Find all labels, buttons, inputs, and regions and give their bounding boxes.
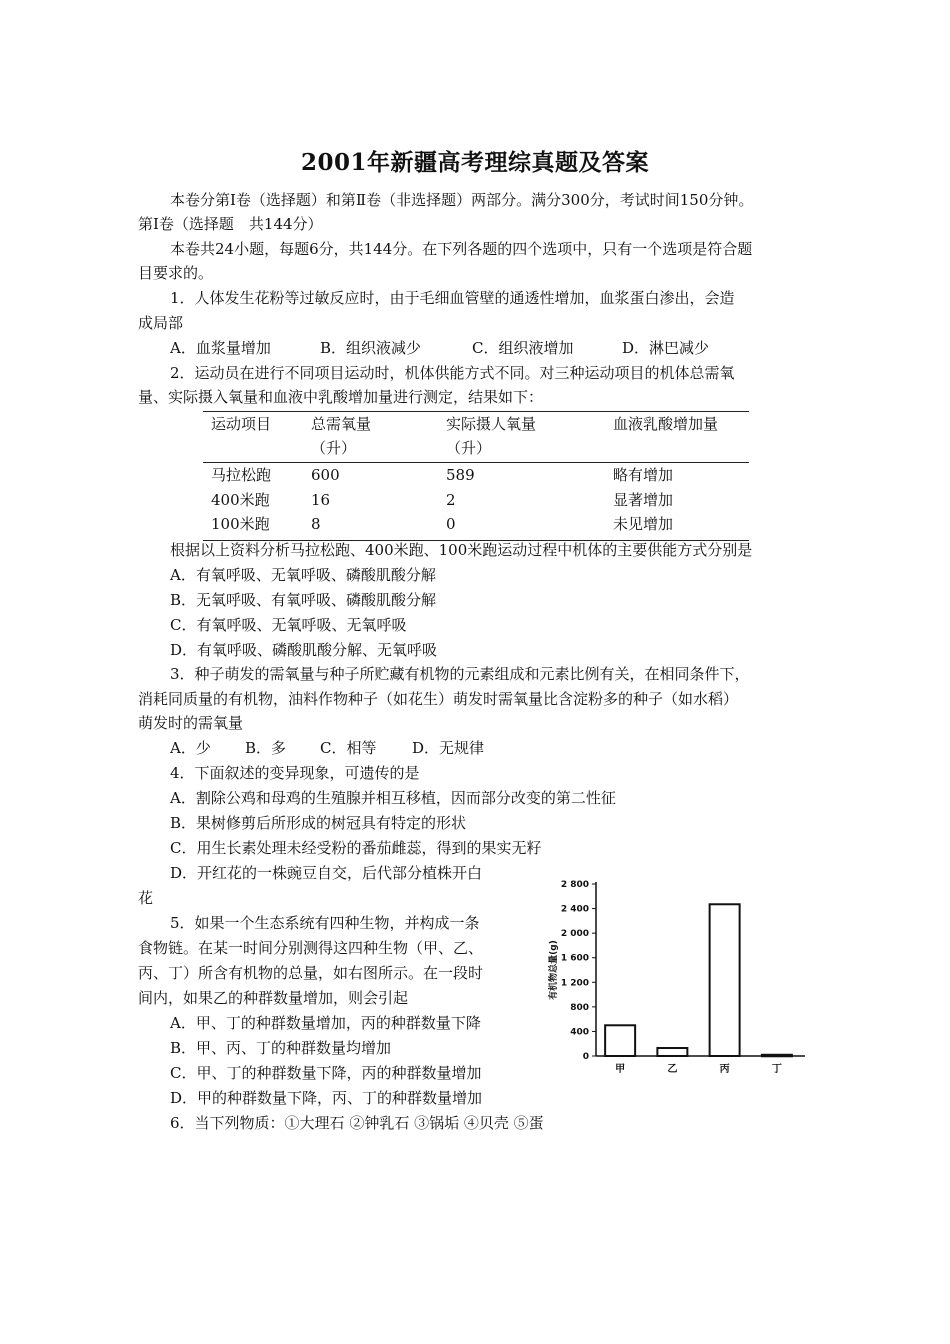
q5-option-a: A．甲、丁的种群数量增加，丙的种群数量下降: [170, 1014, 481, 1032]
intro-line-1: 本卷分第Ⅰ卷（选择题）和第Ⅱ卷（非选择题）两部分。满分300分，考试时间150分钟。: [170, 191, 754, 209]
table-cell: 未见增加: [613, 515, 674, 533]
q1-stem-2: 成局部: [138, 314, 184, 332]
chart-x-category-label: 丁: [771, 1064, 782, 1075]
table-cell: 589: [446, 466, 475, 484]
q2-stem-1: 2．运动员在进行不同项目运动时，机体供能方式不同。对三种运动项目的机体总需氧: [170, 364, 735, 382]
table-cell: 600: [311, 466, 340, 484]
q6-stem: 6．当下列物质：①大理石 ②钟乳石 ③锅垢 ④贝壳 ⑤蛋: [170, 1114, 544, 1132]
table-cell: 马拉松跑: [211, 466, 272, 484]
chart-y-axis-label: 有机物总量(g): [549, 940, 559, 1000]
q5-stem-3: 丙、丁）所含有机物的总量，如右图所示。在一段时: [138, 964, 484, 982]
table-cell: 16: [311, 491, 331, 509]
q2-option-a: A．有氧呼吸、无氧呼吸、磷酸肌酸分解: [170, 566, 436, 584]
table-cell: 显著增加: [613, 491, 674, 509]
q1-options: [170, 336, 709, 360]
table-cell: 400米跑: [211, 491, 270, 509]
q3-option-b: B．多: [245, 739, 287, 757]
table-cell: 2: [446, 491, 456, 509]
q2-stem-2: 量、实际摄入氧量和血液中乳酸增加量进行测定，结果如下：: [138, 388, 544, 406]
q2-option-c: C．有氧呼吸、无氧呼吸、无氧呼吸: [170, 616, 407, 634]
table-header-lactic-acid: 血液乳酸增加量: [613, 415, 719, 433]
q5-option-c: C．甲、丁的种群数量下降，丙的种群数量增加: [170, 1064, 482, 1082]
table-unit-total: （升）: [311, 439, 357, 457]
q2-option-b: B．无氧呼吸、有氧呼吸、磷酸肌酸分解: [170, 591, 437, 609]
chart-bar: [657, 1048, 687, 1056]
q4-option-d: D．开红花的一株豌豆自交，后代部分植株开白: [170, 864, 483, 882]
q4-option-c: C．用生长素处理未经受粉的番茄雌蕊，得到的果实无籽: [170, 839, 542, 857]
q3-option-c: C．相等: [320, 739, 377, 757]
q5-option-b: B．甲、丙、丁的种群数量均增加: [170, 1039, 392, 1057]
q5-stem-2: 食物链。在某一时间分别测得这四种生物（甲、乙、: [138, 939, 484, 957]
chart-x-category-label: 丙: [719, 1064, 730, 1075]
organic-matter-bar-chart: [530, 870, 820, 1085]
q3-option-d: D．无规律: [412, 739, 485, 757]
chart-y-tick-label: 0: [582, 1052, 589, 1062]
table-cell: 0: [446, 515, 456, 533]
chart-y-tick-label: 2 000: [560, 929, 589, 940]
table-cell: 100米跑: [211, 515, 270, 533]
intro-line-4: 目要求的。: [138, 264, 214, 282]
table-cell: 略有增加: [613, 466, 674, 484]
q4-option-d-continued: 花: [138, 889, 154, 907]
q3-options: [170, 736, 484, 760]
chart-y-tick-label: 1 600: [560, 953, 589, 964]
table-cell: 8: [311, 515, 321, 533]
chart-y-tick-label: 400: [570, 1027, 589, 1038]
q5-stem-1: 5．如果一个生态系统有四种生物，并构成一条: [170, 914, 480, 932]
q1-option-c: C．组织液增加: [472, 339, 574, 357]
q1-stem-1: 1．人体发生花粉等过敏反应时，由于毛细血管壁的通透性增加，血浆蛋白渗出，会造: [170, 289, 735, 307]
q1-option-a: A．血浆量增加: [170, 339, 271, 357]
chart-bar: [710, 904, 740, 1056]
q3-stem-2: 消耗同质量的有机物，油料作物种子（如花生）萌发时需氧量比含淀粉多的种子（如水稻）: [138, 690, 739, 708]
intro-line-3: 本卷共24小题，每题6分，共144分。在下列各题的四个选项中，只有一个选项是符合题: [170, 240, 753, 258]
q4-stem: 4．下面叙述的变异现象，可遗传的是: [170, 764, 420, 782]
chart-y-tick-label: 2 400: [560, 904, 589, 915]
chart-bar: [605, 1025, 635, 1056]
chart-y-tick-label: 800: [570, 1002, 589, 1013]
intro-line-2: 第Ⅰ卷（选择题 共144分）: [138, 215, 323, 233]
q1-option-b: B．组织液减少: [320, 339, 422, 357]
table-header-total-oxygen: 总需氧量: [311, 415, 372, 433]
table-unit-actual: （升）: [446, 439, 492, 457]
chart-x-category-label: 乙: [667, 1064, 678, 1075]
chart-x-category-label: 甲: [615, 1064, 626, 1075]
q4-option-b: B．果树修剪后所形成的树冠具有特定的形状: [170, 814, 467, 832]
table-header-sport: 运动项目: [211, 415, 272, 433]
q5-option-d: D．甲的种群数量下降，丙、丁的种群数量增加: [170, 1089, 483, 1107]
document-title: 2001年新疆高考理综真题及答案: [300, 149, 649, 176]
chart-y-tick-label: 2 800: [560, 880, 589, 890]
q4-option-a: A．割除公鸡和母鸡的生殖腺并相互移植，因而部分改变的第二性征: [170, 789, 616, 807]
chart-y-tick-label: 1 200: [560, 978, 589, 989]
q2-option-d: D．有氧呼吸、磷酸肌酸分解、无氧呼吸: [170, 641, 438, 659]
q3-stem-1: 3．种子萌发的需氧量与种子所贮藏有机物的元素组成和元素比例有关，在相同条件下，: [170, 665, 750, 683]
q2-question: 根据以上资料分析马拉松跑、400米跑、100米跑运动过程中机体的主要供能方式分别是: [170, 541, 753, 559]
q3-option-a: A．少: [170, 739, 211, 757]
q1-option-d: D．淋巴减少: [622, 339, 710, 357]
table-header-actual-oxygen: 实际摄人氧量: [446, 415, 537, 433]
q5-stem-4: 间内，如果乙的种群数量增加，则会引起: [138, 989, 409, 1007]
q3-stem-3: 萌发时的需氧量: [138, 714, 244, 732]
q2-data-table: [203, 411, 749, 541]
chart-bar: [762, 1055, 792, 1057]
